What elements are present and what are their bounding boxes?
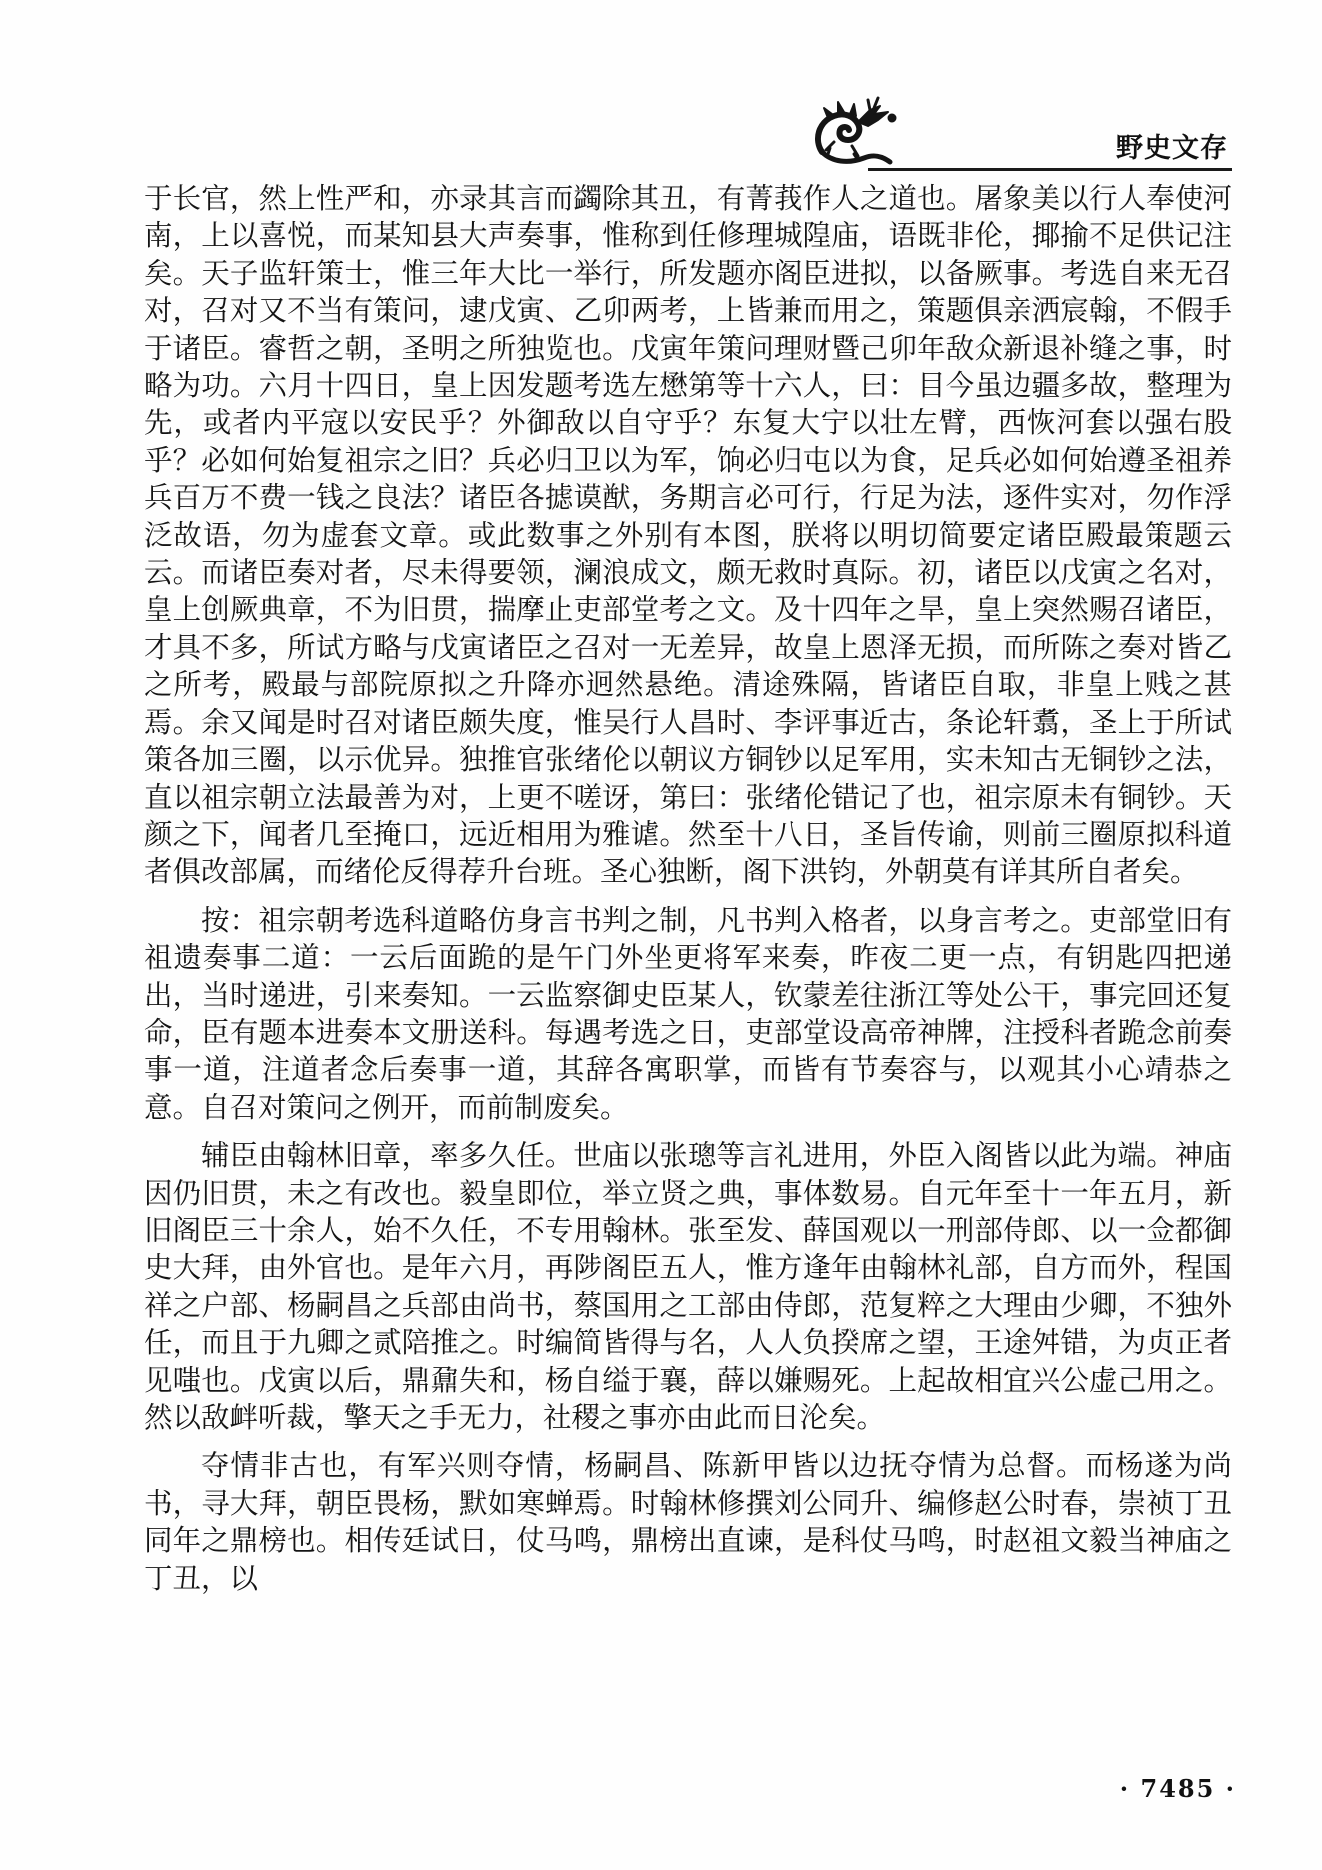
paragraph: 按：祖宗朝考选科道略仿身言书判之制，凡书判入格者，以身言考之。吏部堂旧有祖遗奏事二道：一云后面跪的是午门外坐更将军来奏，昨夜二更一点，有钥匙四把递出，当时递进，引来奏知。一云监察御史臣某人，钦蒙差往浙江等处公干，事完回还复命，臣有题本进奏本文册送科。每遇考选之日，吏部堂设高帝神牌，注授科者跪念前奏事一道，注道者念后奏事一道，其辞各寓职掌，而皆有节奏容与，以观其小心靖恭之意。自召对策问之例开，而前制废矣。 <box>144 903 1232 1124</box>
paragraph: 夺情非古也，有军兴则夺情，杨嗣昌、陈新甲皆以边抚夺情为总督。而杨遂为尚书，寻大拜，朝臣畏杨，默如寒蝉焉。时翰林修撰刘公同升、编修赵公时春，崇祯丁丑同年之鼎榜也。相传廷试日，仗马鸣，鼎榜出直谏，是科仗马鸣，时赵祖文毅当神庙之丁丑，以 <box>144 1449 1232 1595</box>
page-body <box>144 180 1232 1608</box>
running-title: 野史文存 <box>1116 133 1228 164</box>
page-header <box>808 96 1228 176</box>
paragraph: 辅臣由翰林旧章，率多久任。世庙以张璁等言礼进用，外臣入阁皆以此为端。神庙因仍旧贯，未之有改也。毅皇即位，举立贤之典，事体数易。自元年至十一年五月，新旧阁臣三十余人，始不久任，不专用翰林。张至发、薛国观以一刑部侍郎、以一佥都御史大拜，由外官也。是年六月，再陟阁臣五人，惟方逢年由翰林礼部，自方而外，程国祥之户部、杨嗣昌之兵部由尚书，蔡国用之工部由侍郎，范复粹之大理由少卿，不独外任，而且于九卿之贰陪推之。时编简皆得与名，人人负揆席之望，王途舛错，为贞正者见嗤也。戊寅以后，鼎鼐失和，杨自缢于襄，薛以嫌赐死。上起故相宜兴公虚己用之。然以敌衅听裁，擎天之手无力，社稷之事亦由此而日沦矣。 <box>144 1139 1232 1434</box>
dragon-icon <box>808 96 898 174</box>
header-rule <box>868 168 1232 171</box>
page-number: · 7485 · <box>1119 1774 1236 1803</box>
paragraph: 于长官，然上性严和，亦录其言而蠲除其丑，有菁莪作人之道也。屠象美以行人奉使河南，上以喜悦，而某知县大声奏事，惟称到任修理城隍庙，语既非伦，揶揄不足供记注矣。天子监轩策士，惟三年大比一举行，所发题亦阁臣进拟，以备厥事。考选自来无召对，召对又不当有策问，逮戊寅、乙卯两考，上皆兼而用之，策题俱亲洒宸翰，不假手于诸臣。睿哲之朝，圣明之所独览也。戊寅年策问理财暨己卯年敌众新退补缝之事，时略为功。六月十四日，皇上因发题考选左懋第等十六人，曰：目今虽边疆多故，整理为先，或者内平寇以安民乎？外御敌以自守乎？东复大宁以壮左臂，西恢河套以强右股乎？必如何始复祖宗之旧？兵必归卫以为军，饷必归屯以为食，足兵必如何始遵圣祖养兵百万不费一钱之良法？诸臣各摅谟猷，务期言必可行，行足为法，逐件实对，勿作浮泛故语，勿为虚套文章。或此数事之外别有本图，朕将以明切简要定诸臣殿最策题云云。而诸臣奏对者，尽未得要领，澜浪成文，颇无救时真际。初，诸臣以戊寅之名对，皇上创厥典章，不为旧贯，揣摩止吏部堂考之文。及十四年之旱，皇上突然赐召诸臣，才具不多，所试方略与戊寅诸臣之召对一无差异，故皇上恩泽无损，而所陈之奏对皆乙之所考，殿最与部院原拟之升降亦迥然悬绝。清途殊隔，皆诸臣自取，非皇上贱之甚焉。余又闻是时召对诸臣颇失度，惟吴行人昌时、李评事近古，条论轩翥，圣上于所试策各加三圈，以示优异。独推官张绪伦以朝议方铜钞以足军用，实未知古无铜钞之法，直以祖宗朝立法最善为对，上更不嗟讶，第曰：张绪伦错记了也，祖宗原未有铜钞。天颜之下，闻者几至掩口，远近相用为雅谑。然至十八日，圣旨传谕，则前三圈原拟科道者俱改部属，而绪伦反得荐升台班。圣心独断，阁下洪钧，外朝莫有详其所自者矣。 <box>144 182 1232 889</box>
